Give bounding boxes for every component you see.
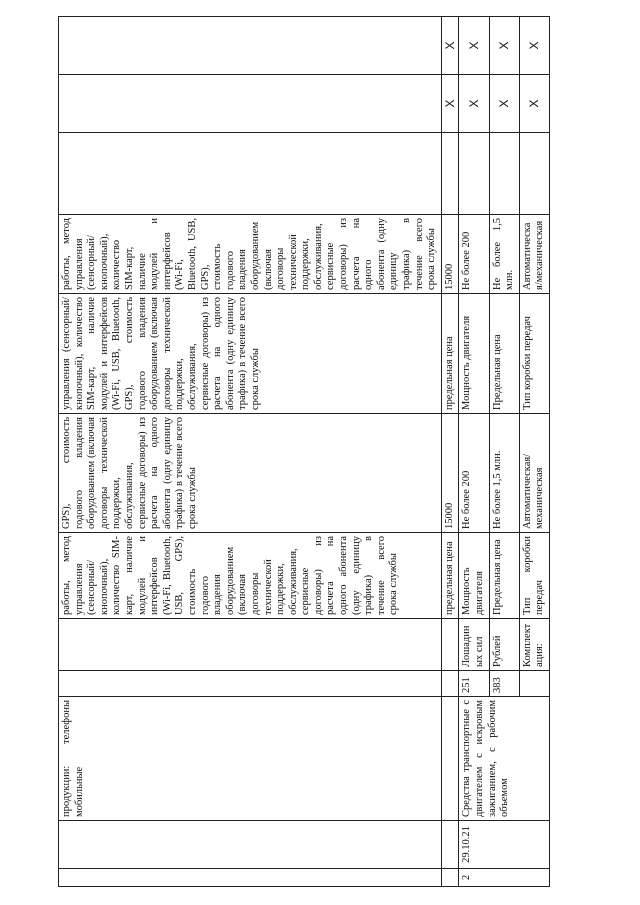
char-text-cell-2: управления (сенсорный/кнопочный), количество SIM-карт, наличие модулей и интерфейсов (Wi-Fi, USB, Bluetooth, GPS), стоимость годового владения оборудованием (включая договоры технической поддержки, обслуживания, сервисные договоры) из расчета на одного абонента (одну единицу трафика) в течение всего срока службы <box>59 294 442 414</box>
char-text-cell-2: Мощность двигателя <box>459 294 489 414</box>
product-cell: Средства транспортные с двигателем с искровым зажиганием, с рабочим объемом <box>459 697 550 821</box>
char-value-cell: Не более 1,5 млн. <box>489 414 519 533</box>
num-cell <box>59 869 442 887</box>
x-mark: X <box>519 17 549 75</box>
unit-cell <box>59 619 442 671</box>
char-text-cell: Мощность двигателя <box>459 533 489 619</box>
char-value-cell: GPS), стоимость годового владения оборудованием (включая договоры технической поддержки, обслуживания, сервисные договоры) из расчета на одного абонента (одну единицу трафика) в течение всего срока службы <box>59 414 442 533</box>
date-cell <box>59 821 442 869</box>
price-value-cell-2: 15000 <box>441 215 459 294</box>
char-value-cell-2: Не более 200 <box>459 215 489 294</box>
x-mark: X <box>459 75 489 133</box>
char-text-cell-2: Тип коробки передач <box>519 294 549 414</box>
table-row <box>459 17 489 887</box>
char-value-cell: Не более 200 <box>459 414 489 533</box>
extra-cell-1 <box>59 75 442 133</box>
x-mark: X <box>519 75 549 133</box>
code-cell <box>519 671 549 697</box>
code-cell <box>59 671 442 697</box>
table-row <box>441 17 459 887</box>
price-label-cell-2: предельная цена <box>441 294 459 414</box>
price-label-cell: предельная цена <box>441 533 459 619</box>
code-cell: 251 <box>459 671 489 697</box>
num-cell: 2 <box>459 869 550 887</box>
table-row <box>59 17 442 887</box>
x-mark: X <box>441 17 459 75</box>
unit-cell: Рублей <box>489 619 519 671</box>
char-text-cell: Тип коробки передач <box>519 533 549 619</box>
code-cell: 383 <box>489 671 519 697</box>
price-value-cell: 15000 <box>441 414 459 533</box>
x-mark: X <box>459 17 489 75</box>
char-value-cell: Автоматическая/механическая <box>519 414 549 533</box>
justification-cell <box>59 133 442 215</box>
x-mark: X <box>441 75 459 133</box>
requirements-table <box>58 16 550 887</box>
extra-cell-2 <box>59 17 442 75</box>
date-cell: 29.10.21 <box>459 821 550 869</box>
unit-cell: Комплектация: <box>519 619 549 671</box>
product-cell: продукции: телефоны мобильные <box>59 697 442 821</box>
unit-cell: Лошадиных сил <box>459 619 489 671</box>
x-mark: X <box>489 75 519 133</box>
char-value-cell-2: Не более 1,5 млн. <box>489 215 519 294</box>
rotated-table-wrapper <box>58 17 578 887</box>
char-text-cell: Предельная цена <box>489 533 519 619</box>
char-text-cell-2: Предельная цена <box>489 294 519 414</box>
char-value-cell-2: работы, метод управления (сенсорный/кнопочный), количество SIM-карт, наличие модулей и интерфейсов (Wi-Fi, Bluetooth, USB, GPS), стоимость годового владения оборудованием (включая договоры технической поддержки, обслуживания, сервисные договоры) из расчета на одного абонента (одну единицу трафика) в течение всего срока службы <box>59 215 442 294</box>
char-value-cell-2: Автоматическая/механическая <box>519 215 549 294</box>
x-mark: X <box>489 17 519 75</box>
char-text-cell: работы, метод управления (сенсорный/кнопочный), количество SIM-карт, наличие модулей и интерфейсов (Wi-Fi, Bluetooth, USB, GPS), стоимость годового владения оборудованием (включая договоры технической поддержки, обслуживания, сервисные договоры) из расчета на одного абонента (одну единицу трафика) в течение всего срока службы <box>59 533 442 619</box>
